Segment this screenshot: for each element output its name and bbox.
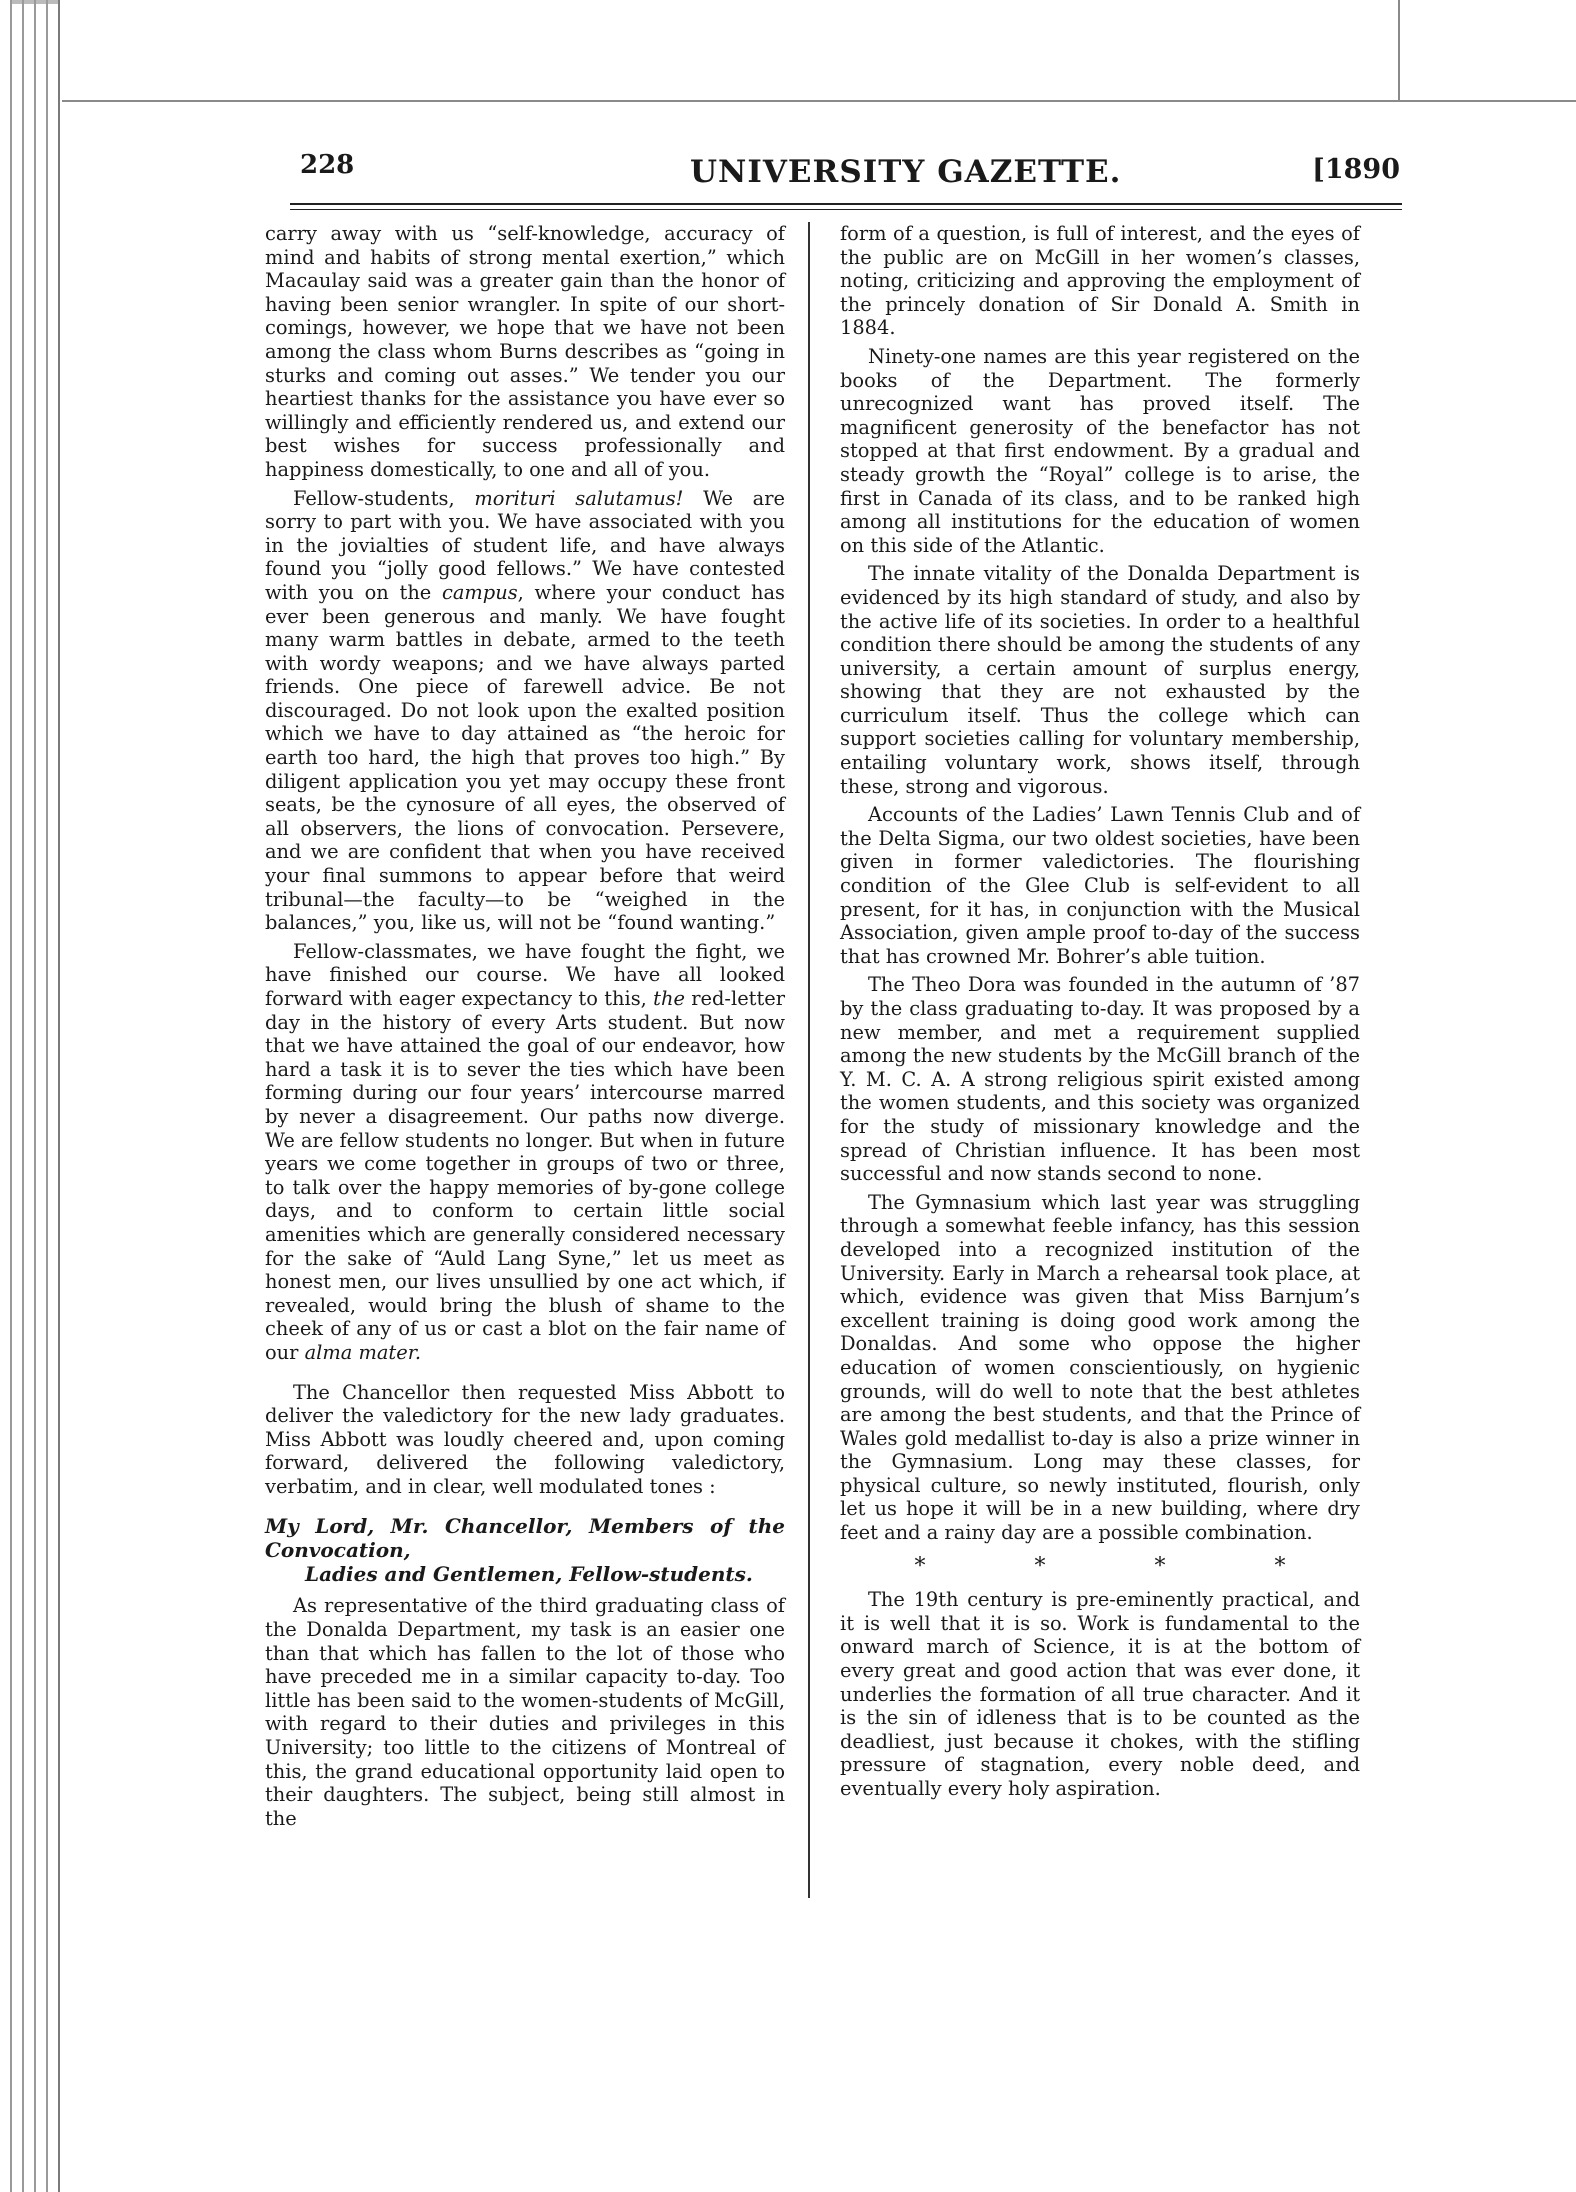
paragraph bbox=[265, 940, 785, 1365]
star: * bbox=[914, 1553, 926, 1579]
page-stack-edge bbox=[10, 0, 12, 2192]
paragraph bbox=[265, 487, 785, 935]
text-run: , where your conduct has ever been generous and manly. We have fought many warm battles in debate, armed to the teeth with wordy weapons; and we have always parted friends. One piece of farewell advice. Be not discouraged. Do not look upon the exalted position which we have to day attained as “the heroic for earth too hard, the high that proves too high.” By diligent application you yet may occupy these front seats, be the cynosure of all eyes, the observed of all observers, the lions of convocation. Persevere, and we are confident that when you have received your final summons to appear before that weird tribunal—the faculty—to be “weighed in the balances,” you, like us, will not be “found wanting.” bbox=[265, 580, 785, 935]
page-title: UNIVERSITY GAZETTE. bbox=[690, 154, 1122, 190]
paragraph: The Chancellor then requested Miss Abbott to deliver the valedictory for the new lady graduates. Miss Abbott was loudly cheered and, upon coming forward, delivered the following valedictory, verbatim, and in clear, well modulated tones : bbox=[265, 1380, 785, 1498]
text-run: Fellow-classmates, we have fought the fight, we have finished our course. We have all looked forward with eager expectancy to this, bbox=[265, 939, 785, 1010]
paragraph: The 19th century is pre-eminently practical, and it is well that it is so. Work is fundamental to the onward march of Science, it is at the bottom of every great and good action that was ever done, it underlies the formation of all true character. And it is the sin of idleness that is to be counted as the deadliest, just because it chokes, with the stifling pressure of stagnation, every noble deed, and eventually every holy aspiration. bbox=[840, 1588, 1360, 1800]
paragraph: As representative of the third graduating class of the Donalda Department, my task is an easier one than that which has fallen to the lot of those who have preceded me in a similar capacity to-day. Too little has been said to the women-students of McGill, with regard to their duties and privileges in this University; too little to the citizens of Montreal of this, the grand educational opportunity laid open to their daughters. The subject, being still almost in the bbox=[265, 1594, 785, 1830]
left-column bbox=[265, 222, 785, 1830]
paragraph: The innate vitality of the Donalda Department is evidenced by its high standard of study, and also by the active life of its societies. In order to a healthful condition there should be among the students of any university, a certain amount of surplus energy, showing that they are not exhausted by the curriculum itself. Thus the college which can support societies calling for voluntary membership, entailing voluntary work, shows itself, through these, strong and vigorous. bbox=[840, 562, 1360, 798]
italic-text: the bbox=[653, 987, 685, 1010]
right-column bbox=[840, 222, 1360, 1801]
text-run: Fellow-students, bbox=[293, 486, 475, 510]
page-stack-edge bbox=[34, 0, 36, 2192]
paragraph: Accounts of the Ladies’ Lawn Tennis Club and of the Delta Sigma, our two oldest societies, have been given in former valedictories. The flourishing condition of the Glee Club is self-evident to all present, for it has, in conjunction with the Musical Association, given ample proof to-day of the success that has crowned Mr. Bohrer’s able tuition. bbox=[840, 803, 1360, 968]
salutation-line: Ladies and Gentlemen, Fellow-students. bbox=[305, 1562, 753, 1587]
section-break-stars bbox=[840, 1555, 1360, 1579]
paragraph: The Theo Dora was founded in the autumn of ’87 by the class graduating to-day. It was proposed by a new member, and met a requirement supplied among the new students by the McGill branch of the Y. M. C. A. A strong religious spirit existed among the women students, and this society was organized for the study of missionary knowledge and the spread of Christian influence. It has been most successful and now stands second to none. bbox=[840, 973, 1360, 1186]
paragraph: Ninety-one names are this year registered on the books of the Department. The formerly unrecognized want has proved itself. The magnificent generosity of the benefactor has not stopped at that first endowment. By a gradual and steady growth the “Royal” college is to arise, the first in Canada of its class, and to be ranked high among all institutions for the education of women on this side of the Atlantic. bbox=[840, 344, 1360, 557]
header-rule-thin bbox=[290, 209, 1402, 210]
paragraph: carry away with us “self-knowledge, accuracy of mind and habits of strong mental exertion,” which Macaulay said was a greater gain than the honor of having been senior wrangler. In spite of our short-comings, however, we hope that we have not been among the class whom Burns describes as “going in sturks and coming out asses.” We tender you our heartiest thanks for the assistance you have ever so willingly and efficiently rendered us, and extend our best wishes for success professionally and happiness domestically, to one and all of you. bbox=[265, 222, 785, 481]
page-header bbox=[300, 140, 1400, 200]
salutation bbox=[265, 1514, 785, 1586]
text-run: We are sorry to part with you. We have associated with you in the jovialties of student life, and have always found you “jolly good fellows.” We have contested with you on the bbox=[265, 486, 785, 604]
paragraph: The Gymnasium which last year was struggling through a somewhat feeble infancy, has this session developed into a recognized institution of the University. Early in March a rehearsal took place, at which, evidence was given that Miss Barnjum’s excellent training is doing good work among the Donaldas. And some who oppose the higher education of women conscientiously, on hygienic grounds, will do well to note that the best athletes are among the best students, and that the Prince of Wales gold medallist to-day is also a prize winner in the Gymnasium. Long may these classes, for physical culture, so newly instituted, flourish, only let us hope it will be in a new building, where dry feet and a rainy day are a possible combination. bbox=[840, 1190, 1360, 1545]
paragraph: form of a question, is full of interest, and the eyes of the public are on McGill in her women’s classes, noting, criticizing and approving the employment of the princely donation of Sir Donald A. Smith in 1884. bbox=[840, 222, 1360, 340]
star: * bbox=[1274, 1553, 1286, 1579]
page-stack-edge bbox=[58, 0, 60, 2192]
page-stack-edge bbox=[22, 0, 24, 2192]
issue-year: [1890 bbox=[1312, 154, 1400, 185]
previous-sheet-edge bbox=[62, 0, 1576, 102]
star: * bbox=[1154, 1553, 1166, 1579]
italic-text: alma mater. bbox=[304, 1340, 421, 1364]
previous-sheet-right-edge bbox=[1398, 0, 1400, 100]
text-run: red-letter day in the history of every Arts student. But now that we have attained the goal of our endeavor, how hard a task it is to sever the ties which have been forming during our four years’ intercourse marred by never a disagreement. Our paths now diverge. We are fellow students no longer. But when in future years we come together in groups of two or three, to talk over the happy memories of by-gone college days, and to conform to certain little social amenities which are generally considered necessary for the sake of “Auld Lang Syne,” let us meet as honest men, our lives unsullied by one act which, if revealed, would bring the blush of shame to the cheek of any of us or cast a blot on the fair name of our bbox=[265, 987, 785, 1364]
salutation-line: My Lord, Mr. Chancellor, Members of the Convocation, bbox=[265, 1514, 785, 1563]
italic-text: morituri salutamus! bbox=[474, 486, 684, 510]
column-divider bbox=[808, 222, 810, 1898]
italic-text: campus bbox=[442, 580, 518, 604]
page-number: 228 bbox=[300, 150, 355, 180]
star: * bbox=[1034, 1553, 1046, 1579]
page-stack-edge bbox=[46, 0, 48, 2192]
header-rule bbox=[290, 203, 1402, 205]
